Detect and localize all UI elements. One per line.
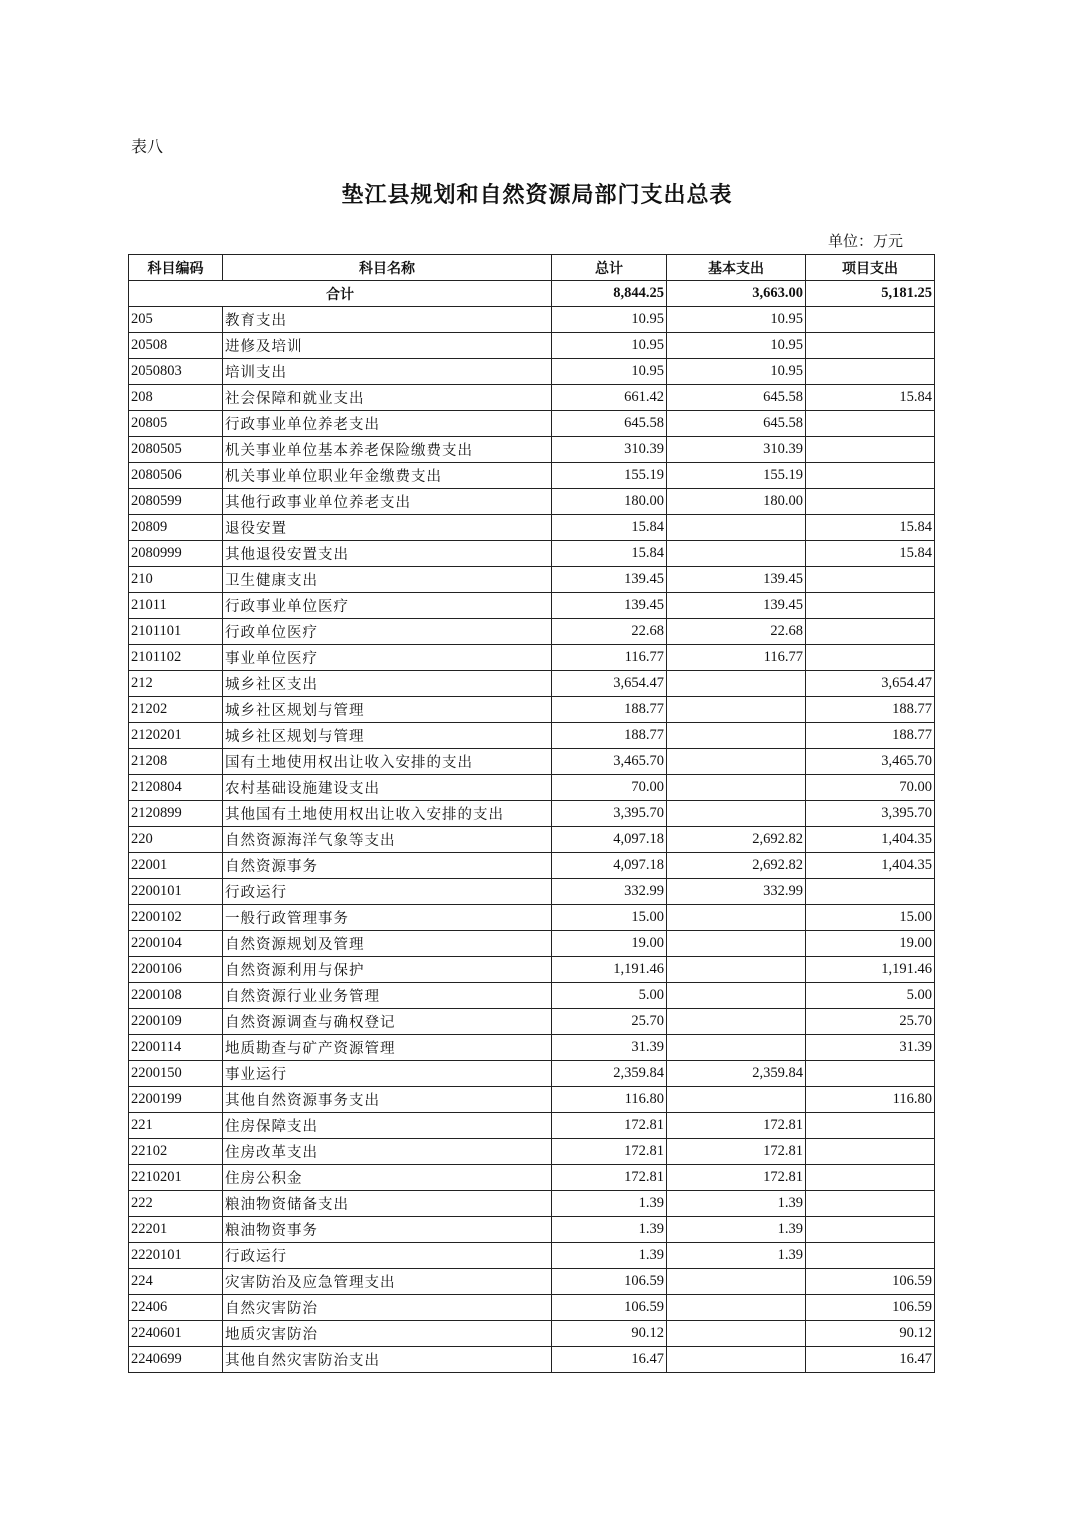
row-basic: 116.77 bbox=[667, 645, 806, 671]
row-project: 15.84 bbox=[806, 541, 935, 567]
row-code: 2220101 bbox=[129, 1243, 223, 1269]
row-code: 2120201 bbox=[129, 723, 223, 749]
row-project: 15.00 bbox=[806, 905, 935, 931]
total-total: 8,844.25 bbox=[552, 281, 667, 307]
row-total: 22.68 bbox=[552, 619, 667, 645]
row-basic: 645.58 bbox=[667, 385, 806, 411]
row-name: 其他退役安置支出 bbox=[223, 541, 552, 567]
row-name: 机关事业单位基本养老保险缴费支出 bbox=[223, 437, 552, 463]
row-code: 2080505 bbox=[129, 437, 223, 463]
row-project bbox=[806, 489, 935, 515]
row-basic: 22.68 bbox=[667, 619, 806, 645]
row-name: 进修及培训 bbox=[223, 333, 552, 359]
row-total: 90.12 bbox=[552, 1321, 667, 1347]
row-total: 310.39 bbox=[552, 437, 667, 463]
row-project: 25.70 bbox=[806, 1009, 935, 1035]
row-project bbox=[806, 1061, 935, 1087]
row-name: 国有土地使用权出让收入安排的支出 bbox=[223, 749, 552, 775]
row-basic bbox=[667, 541, 806, 567]
row-project: 1,404.35 bbox=[806, 827, 935, 853]
row-project: 106.59 bbox=[806, 1295, 935, 1321]
row-project: 106.59 bbox=[806, 1269, 935, 1295]
header-basic: 基本支出 bbox=[667, 255, 806, 281]
row-code: 2101101 bbox=[129, 619, 223, 645]
row-total: 15.84 bbox=[552, 541, 667, 567]
row-total: 10.95 bbox=[552, 307, 667, 333]
row-name: 住房保障支出 bbox=[223, 1113, 552, 1139]
table-row bbox=[129, 593, 935, 619]
table-row bbox=[129, 905, 935, 931]
row-total: 139.45 bbox=[552, 593, 667, 619]
row-code: 20508 bbox=[129, 333, 223, 359]
row-code: 2050803 bbox=[129, 359, 223, 385]
row-name: 自然资源调查与确权登记 bbox=[223, 1009, 552, 1035]
row-code: 20809 bbox=[129, 515, 223, 541]
table-row bbox=[129, 619, 935, 645]
row-basic bbox=[667, 1347, 806, 1373]
row-name: 住房公积金 bbox=[223, 1165, 552, 1191]
row-total: 116.80 bbox=[552, 1087, 667, 1113]
table-row bbox=[129, 1269, 935, 1295]
row-basic: 139.45 bbox=[667, 567, 806, 593]
table-row bbox=[129, 463, 935, 489]
row-code: 2200109 bbox=[129, 1009, 223, 1035]
row-code: 212 bbox=[129, 671, 223, 697]
row-basic: 172.81 bbox=[667, 1165, 806, 1191]
row-basic: 10.95 bbox=[667, 359, 806, 385]
row-basic: 1.39 bbox=[667, 1191, 806, 1217]
row-code: 22102 bbox=[129, 1139, 223, 1165]
row-project bbox=[806, 1191, 935, 1217]
row-basic: 2,359.84 bbox=[667, 1061, 806, 1087]
row-total: 155.19 bbox=[552, 463, 667, 489]
row-code: 2101102 bbox=[129, 645, 223, 671]
table-row bbox=[129, 983, 935, 1009]
row-total: 16.47 bbox=[552, 1347, 667, 1373]
row-name: 行政事业单位养老支出 bbox=[223, 411, 552, 437]
row-name: 自然资源事务 bbox=[223, 853, 552, 879]
row-code: 220 bbox=[129, 827, 223, 853]
row-project: 3,465.70 bbox=[806, 749, 935, 775]
row-total: 3,654.47 bbox=[552, 671, 667, 697]
row-basic: 139.45 bbox=[667, 593, 806, 619]
row-name: 自然资源规划及管理 bbox=[223, 931, 552, 957]
row-total: 106.59 bbox=[552, 1269, 667, 1295]
row-project: 3,395.70 bbox=[806, 801, 935, 827]
row-basic bbox=[667, 957, 806, 983]
row-name: 行政单位医疗 bbox=[223, 619, 552, 645]
table-row bbox=[129, 957, 935, 983]
row-basic: 1.39 bbox=[667, 1217, 806, 1243]
table-row bbox=[129, 1165, 935, 1191]
page-title: 垫江县规划和自然资源局部门支出总表 bbox=[341, 182, 733, 208]
row-total: 332.99 bbox=[552, 879, 667, 905]
row-code: 2200108 bbox=[129, 983, 223, 1009]
row-basic bbox=[667, 801, 806, 827]
row-code: 2200150 bbox=[129, 1061, 223, 1087]
table-row bbox=[129, 1087, 935, 1113]
row-code: 2080506 bbox=[129, 463, 223, 489]
table-number: 表八 bbox=[131, 137, 164, 156]
row-basic: 332.99 bbox=[667, 879, 806, 905]
row-code: 2240699 bbox=[129, 1347, 223, 1373]
row-name: 行政事业单位医疗 bbox=[223, 593, 552, 619]
row-code: 2240601 bbox=[129, 1321, 223, 1347]
total-row bbox=[129, 281, 935, 307]
row-name: 培训支出 bbox=[223, 359, 552, 385]
row-name: 其他国有土地使用权出让收入安排的支出 bbox=[223, 801, 552, 827]
row-total: 5.00 bbox=[552, 983, 667, 1009]
row-name: 其他自然灾害防治支出 bbox=[223, 1347, 552, 1373]
row-basic: 10.95 bbox=[667, 307, 806, 333]
row-basic: 155.19 bbox=[667, 463, 806, 489]
header-code: 科目编码 bbox=[129, 255, 223, 281]
table-row bbox=[129, 385, 935, 411]
row-name: 自然资源海洋气象等支出 bbox=[223, 827, 552, 853]
row-project bbox=[806, 463, 935, 489]
row-code: 22201 bbox=[129, 1217, 223, 1243]
row-name: 地质勘查与矿产资源管理 bbox=[223, 1035, 552, 1061]
row-basic bbox=[667, 983, 806, 1009]
row-total: 661.42 bbox=[552, 385, 667, 411]
row-basic bbox=[667, 723, 806, 749]
table-row bbox=[129, 333, 935, 359]
unit-label: 单位：万元 bbox=[828, 232, 904, 250]
table-row bbox=[129, 1061, 935, 1087]
row-project: 70.00 bbox=[806, 775, 935, 801]
table-row bbox=[129, 827, 935, 853]
row-total: 10.95 bbox=[552, 359, 667, 385]
row-code: 2200102 bbox=[129, 905, 223, 931]
row-project: 19.00 bbox=[806, 931, 935, 957]
row-project: 188.77 bbox=[806, 697, 935, 723]
row-project bbox=[806, 567, 935, 593]
row-total: 188.77 bbox=[552, 723, 667, 749]
table-row bbox=[129, 567, 935, 593]
row-basic bbox=[667, 1035, 806, 1061]
row-project: 3,654.47 bbox=[806, 671, 935, 697]
table-row bbox=[129, 359, 935, 385]
row-name: 地质灾害防治 bbox=[223, 1321, 552, 1347]
row-total: 1.39 bbox=[552, 1243, 667, 1269]
row-name: 教育支出 bbox=[223, 307, 552, 333]
row-code: 2200199 bbox=[129, 1087, 223, 1113]
row-name: 城乡社区规划与管理 bbox=[223, 697, 552, 723]
table-body bbox=[129, 281, 935, 1373]
row-total: 70.00 bbox=[552, 775, 667, 801]
row-total: 106.59 bbox=[552, 1295, 667, 1321]
row-total: 1.39 bbox=[552, 1217, 667, 1243]
row-code: 21011 bbox=[129, 593, 223, 619]
table-row bbox=[129, 1295, 935, 1321]
header-row bbox=[129, 255, 935, 281]
row-project bbox=[806, 1165, 935, 1191]
table-row bbox=[129, 931, 935, 957]
row-project bbox=[806, 359, 935, 385]
table-row bbox=[129, 1035, 935, 1061]
row-total: 15.00 bbox=[552, 905, 667, 931]
row-code: 21208 bbox=[129, 749, 223, 775]
row-name: 城乡社区支出 bbox=[223, 671, 552, 697]
row-code: 2200114 bbox=[129, 1035, 223, 1061]
row-code: 2200106 bbox=[129, 957, 223, 983]
row-basic bbox=[667, 775, 806, 801]
row-total: 172.81 bbox=[552, 1113, 667, 1139]
row-basic: 645.58 bbox=[667, 411, 806, 437]
row-name: 其他自然资源事务支出 bbox=[223, 1087, 552, 1113]
row-name: 住房改革支出 bbox=[223, 1139, 552, 1165]
row-name: 事业单位医疗 bbox=[223, 645, 552, 671]
row-name: 自然资源行业业务管理 bbox=[223, 983, 552, 1009]
row-project: 31.39 bbox=[806, 1035, 935, 1061]
row-code: 21202 bbox=[129, 697, 223, 723]
row-project bbox=[806, 1243, 935, 1269]
row-project bbox=[806, 411, 935, 437]
row-total: 25.70 bbox=[552, 1009, 667, 1035]
table-row bbox=[129, 853, 935, 879]
row-name: 退役安置 bbox=[223, 515, 552, 541]
row-name: 农村基础设施建设支出 bbox=[223, 775, 552, 801]
row-basic bbox=[667, 1087, 806, 1113]
row-code: 222 bbox=[129, 1191, 223, 1217]
header-name: 科目名称 bbox=[223, 255, 552, 281]
row-project bbox=[806, 1217, 935, 1243]
table-row bbox=[129, 749, 935, 775]
row-basic: 310.39 bbox=[667, 437, 806, 463]
row-name: 自然资源利用与保护 bbox=[223, 957, 552, 983]
row-total: 31.39 bbox=[552, 1035, 667, 1061]
table-row bbox=[129, 1347, 935, 1373]
row-project: 15.84 bbox=[806, 385, 935, 411]
table-row bbox=[129, 1139, 935, 1165]
row-code: 2080999 bbox=[129, 541, 223, 567]
row-name: 行政运行 bbox=[223, 1243, 552, 1269]
table-row bbox=[129, 411, 935, 437]
table-row bbox=[129, 1191, 935, 1217]
row-total: 172.81 bbox=[552, 1139, 667, 1165]
row-total: 19.00 bbox=[552, 931, 667, 957]
row-total: 188.77 bbox=[552, 697, 667, 723]
row-basic bbox=[667, 697, 806, 723]
row-name: 城乡社区规划与管理 bbox=[223, 723, 552, 749]
row-basic bbox=[667, 1321, 806, 1347]
table-row bbox=[129, 1217, 935, 1243]
table-row bbox=[129, 515, 935, 541]
row-project: 15.84 bbox=[806, 515, 935, 541]
row-project bbox=[806, 307, 935, 333]
row-project bbox=[806, 645, 935, 671]
row-code: 2120899 bbox=[129, 801, 223, 827]
row-basic bbox=[667, 905, 806, 931]
row-basic: 2,692.82 bbox=[667, 827, 806, 853]
row-name: 卫生健康支出 bbox=[223, 567, 552, 593]
row-total: 645.58 bbox=[552, 411, 667, 437]
row-total: 180.00 bbox=[552, 489, 667, 515]
row-name: 其他行政事业单位养老支出 bbox=[223, 489, 552, 515]
row-name: 社会保障和就业支出 bbox=[223, 385, 552, 411]
row-basic: 172.81 bbox=[667, 1139, 806, 1165]
row-project bbox=[806, 593, 935, 619]
row-basic bbox=[667, 671, 806, 697]
row-basic bbox=[667, 931, 806, 957]
row-project: 1,404.35 bbox=[806, 853, 935, 879]
row-project bbox=[806, 619, 935, 645]
total-project: 5,181.25 bbox=[806, 281, 935, 307]
row-project: 5.00 bbox=[806, 983, 935, 1009]
table-row bbox=[129, 723, 935, 749]
row-project: 188.77 bbox=[806, 723, 935, 749]
table-row bbox=[129, 437, 935, 463]
row-project: 16.47 bbox=[806, 1347, 935, 1373]
row-basic bbox=[667, 1009, 806, 1035]
row-name: 灾害防治及应急管理支出 bbox=[223, 1269, 552, 1295]
row-basic: 2,692.82 bbox=[667, 853, 806, 879]
row-code: 20805 bbox=[129, 411, 223, 437]
row-project bbox=[806, 1113, 935, 1139]
row-basic bbox=[667, 749, 806, 775]
header-total: 总计 bbox=[552, 255, 667, 281]
table-row bbox=[129, 1113, 935, 1139]
table-row bbox=[129, 1321, 935, 1347]
row-basic: 172.81 bbox=[667, 1113, 806, 1139]
row-name: 一般行政管理事务 bbox=[223, 905, 552, 931]
table-row bbox=[129, 801, 935, 827]
row-total: 1.39 bbox=[552, 1191, 667, 1217]
row-project: 1,191.46 bbox=[806, 957, 935, 983]
table-row bbox=[129, 1243, 935, 1269]
table-row bbox=[129, 307, 935, 333]
row-project: 116.80 bbox=[806, 1087, 935, 1113]
row-name: 机关事业单位职业年金缴费支出 bbox=[223, 463, 552, 489]
row-total: 2,359.84 bbox=[552, 1061, 667, 1087]
row-code: 22001 bbox=[129, 853, 223, 879]
table-row bbox=[129, 697, 935, 723]
row-code: 2200101 bbox=[129, 879, 223, 905]
total-label: 合计 bbox=[129, 281, 552, 307]
row-total: 10.95 bbox=[552, 333, 667, 359]
row-code: 205 bbox=[129, 307, 223, 333]
header-project: 项目支出 bbox=[806, 255, 935, 281]
row-total: 139.45 bbox=[552, 567, 667, 593]
row-code: 22406 bbox=[129, 1295, 223, 1321]
row-project bbox=[806, 879, 935, 905]
row-code: 224 bbox=[129, 1269, 223, 1295]
row-project: 90.12 bbox=[806, 1321, 935, 1347]
row-total: 1,191.46 bbox=[552, 957, 667, 983]
row-basic: 1.39 bbox=[667, 1243, 806, 1269]
table-row bbox=[129, 671, 935, 697]
row-total: 4,097.18 bbox=[552, 853, 667, 879]
row-code: 208 bbox=[129, 385, 223, 411]
row-name: 事业运行 bbox=[223, 1061, 552, 1087]
row-total: 4,097.18 bbox=[552, 827, 667, 853]
row-name: 粮油物资事务 bbox=[223, 1217, 552, 1243]
table-row bbox=[129, 489, 935, 515]
row-project bbox=[806, 333, 935, 359]
expenditure-table bbox=[128, 254, 935, 1373]
row-name: 粮油物资储备支出 bbox=[223, 1191, 552, 1217]
row-total: 116.77 bbox=[552, 645, 667, 671]
total-basic: 3,663.00 bbox=[667, 281, 806, 307]
row-basic: 180.00 bbox=[667, 489, 806, 515]
table-row bbox=[129, 541, 935, 567]
row-code: 210 bbox=[129, 567, 223, 593]
row-total: 15.84 bbox=[552, 515, 667, 541]
table-row bbox=[129, 879, 935, 905]
row-total: 3,465.70 bbox=[552, 749, 667, 775]
row-basic bbox=[667, 1295, 806, 1321]
table-row bbox=[129, 1009, 935, 1035]
row-name: 行政运行 bbox=[223, 879, 552, 905]
row-code: 2210201 bbox=[129, 1165, 223, 1191]
table-row bbox=[129, 645, 935, 671]
row-project bbox=[806, 1139, 935, 1165]
row-basic bbox=[667, 1269, 806, 1295]
row-name: 自然灾害防治 bbox=[223, 1295, 552, 1321]
row-project bbox=[806, 437, 935, 463]
row-code: 2200104 bbox=[129, 931, 223, 957]
row-total: 3,395.70 bbox=[552, 801, 667, 827]
row-total: 172.81 bbox=[552, 1165, 667, 1191]
table-row bbox=[129, 775, 935, 801]
row-code: 2120804 bbox=[129, 775, 223, 801]
row-code: 221 bbox=[129, 1113, 223, 1139]
row-code: 2080599 bbox=[129, 489, 223, 515]
row-basic bbox=[667, 515, 806, 541]
row-basic: 10.95 bbox=[667, 333, 806, 359]
